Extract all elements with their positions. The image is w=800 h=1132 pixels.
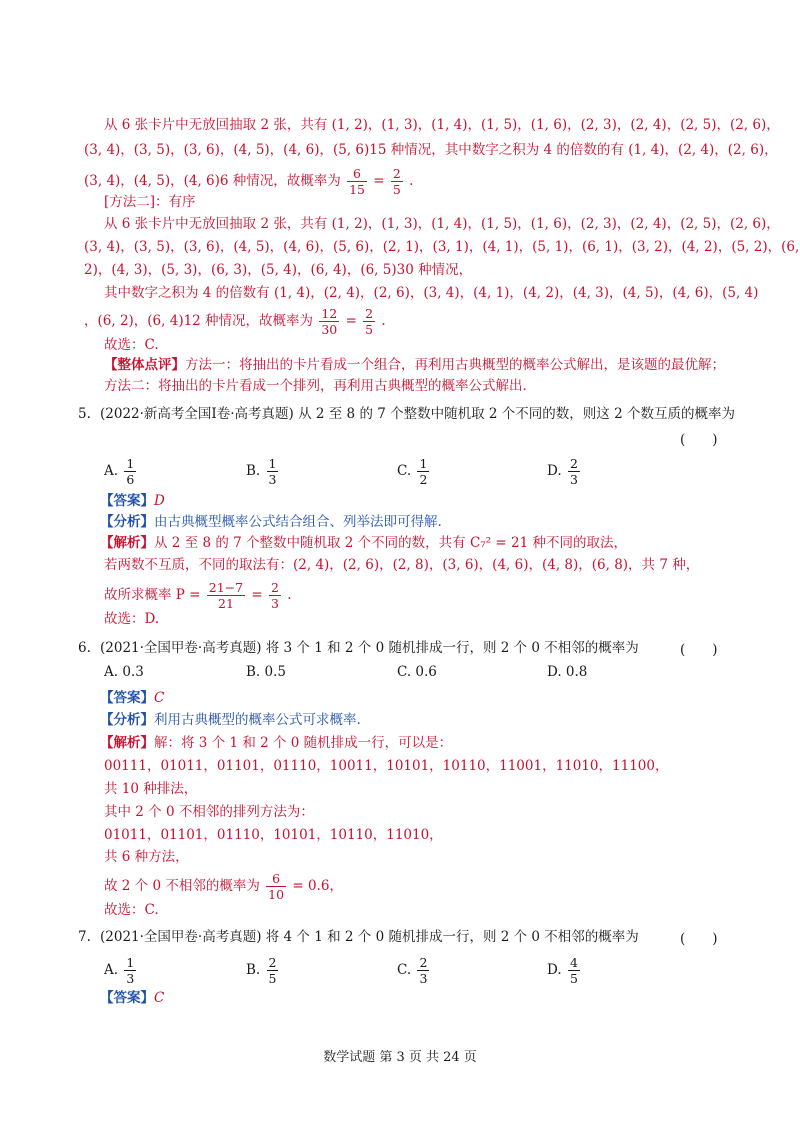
- fraction: $\frac{2}{5}$: [365, 306, 374, 337]
- option-a: A. $\frac{1}{3}$: [104, 955, 135, 986]
- solution-tag: 【解析】: [100, 735, 154, 751]
- option-d: D. 0.8: [547, 664, 588, 680]
- option-a: A. 0.3: [104, 664, 144, 680]
- solution-line: ，(6, 2)，(6, 4)12 种情况，故概率为 $\frac{12}{30}$ = $\frac{2}{5}$ .: [84, 306, 386, 337]
- fraction: $\frac{2}{3}$: [419, 955, 428, 986]
- option-d: D. $\frac{2}{3}$: [547, 456, 578, 487]
- fraction: $\frac{2}{3}$: [569, 456, 578, 487]
- answer-paren: ( ): [680, 642, 718, 658]
- fraction: $\frac{1}{3}$: [268, 456, 277, 487]
- choose-line: 故选：D.: [104, 611, 160, 627]
- answer-line: 【答案】C: [100, 990, 165, 1006]
- solution-line: 共 10 种排法，: [104, 781, 198, 797]
- question-number: 7.: [78, 929, 91, 945]
- solution-line: 若两数不互质，不同的取法有：(2, 4)，(2, 6)，(2, 8)，(3, 6)，(4, 6)，(4, 8)，(6, 8)，共 7 种，: [104, 557, 700, 573]
- solution-line: 其中 2 个 0 不相邻的排列方法为：: [104, 804, 314, 820]
- analysis-line: 【分析】利用古典概型的概率公式可求概率.: [100, 712, 361, 728]
- fraction: $\frac{1}{6}$: [126, 456, 135, 487]
- fraction: $\frac{6}{10}$: [268, 871, 285, 902]
- review-line: 方法二：将抽出的卡片看成一个排列，再利用古典概型的概率公式解出．: [104, 378, 536, 394]
- solution-line: (3, 4)，(4, 5)，(4, 6)6 种情况，故概率为 $\frac{6}{15}$ = $\frac{2}{5}$ .: [84, 166, 414, 197]
- method-heading: [方法二]：有序: [104, 194, 196, 210]
- option-d: D. $\frac{4}{5}$: [547, 955, 578, 986]
- solution-line: 共 6 种方法，: [104, 849, 189, 865]
- answer-tag: 【答案】: [100, 493, 154, 509]
- analysis-tag: 【分析】: [100, 712, 154, 728]
- question-stem: (2022·新高考全国Ⅰ卷·高考真题) 从 2 至 8 的 7 个整数中随机取 2 个不同的数，则这 2 个数互质的概率为: [100, 406, 735, 422]
- answer-paren: ( ): [680, 931, 718, 947]
- analysis-tag: 【分析】: [100, 514, 154, 530]
- option-b: B. $\frac{1}{3}$: [246, 456, 277, 487]
- fraction: $\frac{2}{5}$: [268, 955, 277, 986]
- answer-line: 【答案】D: [100, 493, 165, 509]
- fraction: $\frac{1}{2}$: [419, 456, 428, 487]
- solution-tag: 【解析】: [100, 535, 154, 551]
- fraction: $\frac{12}{30}$: [321, 306, 338, 337]
- solution-line: 故所求概率 P = $\frac{21-7}{21}$ = $\frac{2}{3}$ .: [104, 580, 292, 611]
- solution-line: 2)，(4, 3)，(5, 3)，(6, 3)，(5, 4)，(6, 4)，(6, 5)30 种情况，: [84, 262, 473, 278]
- solution-line: 00111，01011，01101，01110，10011，10101，10110，11001，11010，11100，: [104, 758, 669, 774]
- solution-line: 从 6 张卡片中无放回抽取 2 张，共有 (1, 2)，(1, 3)，(1, 4)，(1, 5)，(1, 6)，(2, 3)，(2, 4)，(2, 5)，(2, 6)，: [104, 117, 780, 133]
- fraction: $\frac{4}{5}$: [569, 955, 578, 986]
- option-b: B. 0.5: [246, 664, 286, 680]
- answer-tag: 【答案】: [100, 990, 154, 1006]
- option-a: A. $\frac{1}{6}$: [104, 456, 135, 487]
- choose-line: 故选：C.: [104, 337, 159, 353]
- question-stem: (2021·全国甲卷·高考真题) 将 3 个 1 和 2 个 0 随机排成一行，则 2 个 0 不相邻的概率为: [100, 640, 639, 656]
- answer-line: 【答案】C: [100, 690, 165, 706]
- option-b: B. $\frac{2}{5}$: [246, 955, 277, 986]
- question-number: 5.: [78, 406, 91, 422]
- option-c: C. $\frac{1}{2}$: [397, 456, 428, 487]
- choose-line: 故选：C.: [104, 902, 159, 918]
- fraction: $\frac{21-7}{21}$: [208, 580, 244, 611]
- review-tag: 【整体点评】: [104, 357, 185, 373]
- page-footer: 数学试题 第 3 页 共 24 页: [323, 1050, 477, 1065]
- analysis-line: 【分析】由古典概型概率公式结合组合、列举法即可得解.: [100, 514, 442, 530]
- solution-line: 其中数字之积为 4 的倍数有 (1, 4)，(2, 4)，(2, 6)，(3, 4)，(4, 1)，(4, 2)，(4, 3)，(4, 5)，(4, 6)，(5, 4): [104, 285, 759, 301]
- option-c: C. 0.6: [397, 664, 437, 680]
- fraction: $\frac{2}{5}$: [392, 166, 401, 197]
- fraction: $\frac{1}{3}$: [126, 955, 135, 986]
- answer-paren: ( ): [680, 432, 718, 448]
- fraction: $\frac{6}{15}$: [349, 166, 365, 197]
- solution-line: 01011，01101，01110，10101，10110，11010，: [104, 827, 443, 843]
- option-c: C. $\frac{2}{3}$: [397, 955, 428, 986]
- question-number: 6.: [78, 640, 91, 656]
- solution-line: 故 2 个 0 不相邻的概率为 $\frac{6}{10}$ = 0.6，: [104, 871, 343, 902]
- answer-tag: 【答案】: [100, 690, 154, 706]
- review-line: 【整体点评】方法一：将抽出的卡片看成一个组合，再利用古典概型的概率公式解出，是该题的最优解；: [104, 357, 725, 373]
- fraction: $\frac{2}{3}$: [271, 580, 279, 611]
- solution-line: 【解析】解：将 3 个 1 和 2 个 0 随机排成一行，可以是：: [100, 735, 453, 751]
- solution-line: (3, 4)，(3, 5)，(3, 6)，(4, 5)，(4, 6)，(5, 6)15 种情况，其中数字之积为 4 的倍数的有 (1, 4)，(2, 4)，(2, 6)，: [84, 142, 778, 158]
- solution-line: 从 6 张卡片中无放回抽取 2 张，共有 (1, 2)，(1, 3)，(1, 4)，(1, 5)，(1, 6)，(2, 3)，(2, 4)，(2, 5)，(2, 6)，: [104, 216, 780, 232]
- question-stem: (2021·全国甲卷·高考真题) 将 4 个 1 和 2 个 0 随机排成一行，则 2 个 0 不相邻的概率为: [100, 929, 639, 945]
- solution-line: (3, 4)，(3, 5)，(3, 6)，(4, 5)，(4, 6)，(5, 6)，(2, 1)，(3, 1)，(4, 1)，(5, 1)，(6, 1)，(3, 2)，(4, 2)，(5, 2)，(6,: [84, 239, 800, 255]
- solution-line: 【解析】从 2 至 8 的 7 个整数中随机取 2 个不同的数，共有 C₇² = 21 种不同的取法，: [100, 535, 627, 551]
